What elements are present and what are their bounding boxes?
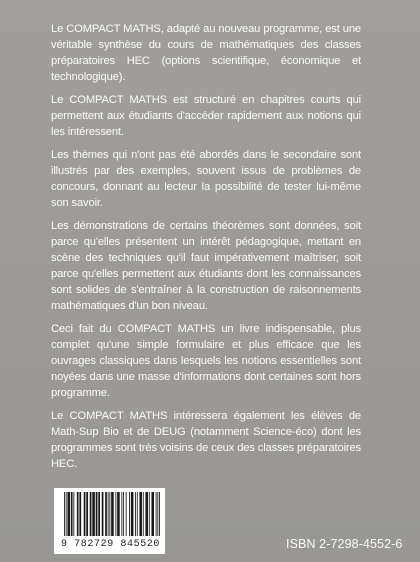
- barcode-bar: [115, 492, 116, 536]
- barcode-bar: [73, 492, 74, 536]
- barcode-bar: [67, 492, 70, 536]
- paragraph-structure: Le COMPACT MATHS est structuré en chapitres courts qui permettent aux étudiants d'accéder rapidement aux notions qui les intéressent.: [51, 94, 361, 138]
- barcode-bar: [135, 492, 136, 536]
- barcode-bar: [111, 492, 114, 536]
- paragraph-indispensable: Ceci fait du COMPACT MATHS un livre indispensable, plus complet qu'une simple formulaire et plus efficace que les ouvrages classiques dans lesquels les notions essentielles sont noyées dans une masse d'informations dont certaines sont hors programme.: [51, 323, 361, 399]
- paragraph-audience: Le COMPACT MATHS intéressera également les élèves de Math-Sup Bio et de DEUG (notamment Science-éco) dont les programmes sont très voisins de ceux des classes préparatoires HEC.: [51, 410, 361, 470]
- barcode-bar: [131, 492, 134, 536]
- barcode-bars: [64, 492, 160, 536]
- barcode-bar: [102, 492, 104, 536]
- barcode-bar: [98, 492, 100, 536]
- blurb-text: [51, 21, 361, 472]
- barcode-bar: [157, 492, 158, 536]
- barcode-bar: [84, 492, 86, 536]
- barcode-bar: [145, 492, 148, 536]
- barcode-bar: [156, 492, 157, 536]
- barcode-bar: [143, 492, 144, 536]
- barcode-bar: [90, 492, 92, 536]
- barcode-bar: [109, 492, 110, 536]
- barcode-bar: [123, 492, 124, 536]
- barcode-bar: [66, 492, 67, 536]
- paragraph-demonstrations: Les démonstrations de certains théorèmes sont données, soit parce qu'elles présentent un intérêt pédagogique, mettant en scène des techniques qu'il faut impérativement maîtriser, soit parce qu'elles permettent aux étudiants dont les connaissances sont solides de s'entraîner à la construction de raisonnements mathématiques d'un bon niveau.: [51, 220, 361, 312]
- barcode-bar: [96, 492, 98, 536]
- barcode: [54, 488, 165, 554]
- barcode-bar: [137, 492, 138, 536]
- barcode-bar: [108, 492, 109, 536]
- paragraph-intro: Le COMPACT MATHS, adapté au nouveau programme, est une véritable synthèse du cours de mathématiques des classes préparatoires HEC (options scientifique, économique et technologique).: [51, 23, 361, 83]
- barcode-bar: [121, 492, 122, 536]
- barcode-bar: [77, 492, 79, 536]
- barcode-bar: [79, 492, 81, 536]
- barcode-bar: [126, 492, 127, 536]
- barcode-bar: [149, 492, 150, 536]
- paragraph-themes: Les thèmes qui n'ont pas été abordés dans le secondaire sont illustrés par des exemples, souvent issus de problèmes de concours, donnant au lecteur la possibilité de tester lui-même son savoir.: [51, 149, 361, 209]
- barcode-bar: [151, 492, 154, 536]
- barcode-bar: [139, 492, 142, 536]
- isbn-number: ISBN 2-7298-4552-6: [286, 537, 403, 551]
- barcode-number: 9 782729 845520: [60, 539, 160, 550]
- barcode-bar: [129, 492, 130, 536]
- barcode-bar: [159, 492, 160, 536]
- barcode-bar: [92, 492, 95, 536]
- barcode-bar: [105, 492, 107, 536]
- barcode-bar: [64, 492, 65, 536]
- barcode-bar: [117, 492, 120, 536]
- barcode-bar: [71, 492, 73, 536]
- barcode-bar: [86, 492, 88, 536]
